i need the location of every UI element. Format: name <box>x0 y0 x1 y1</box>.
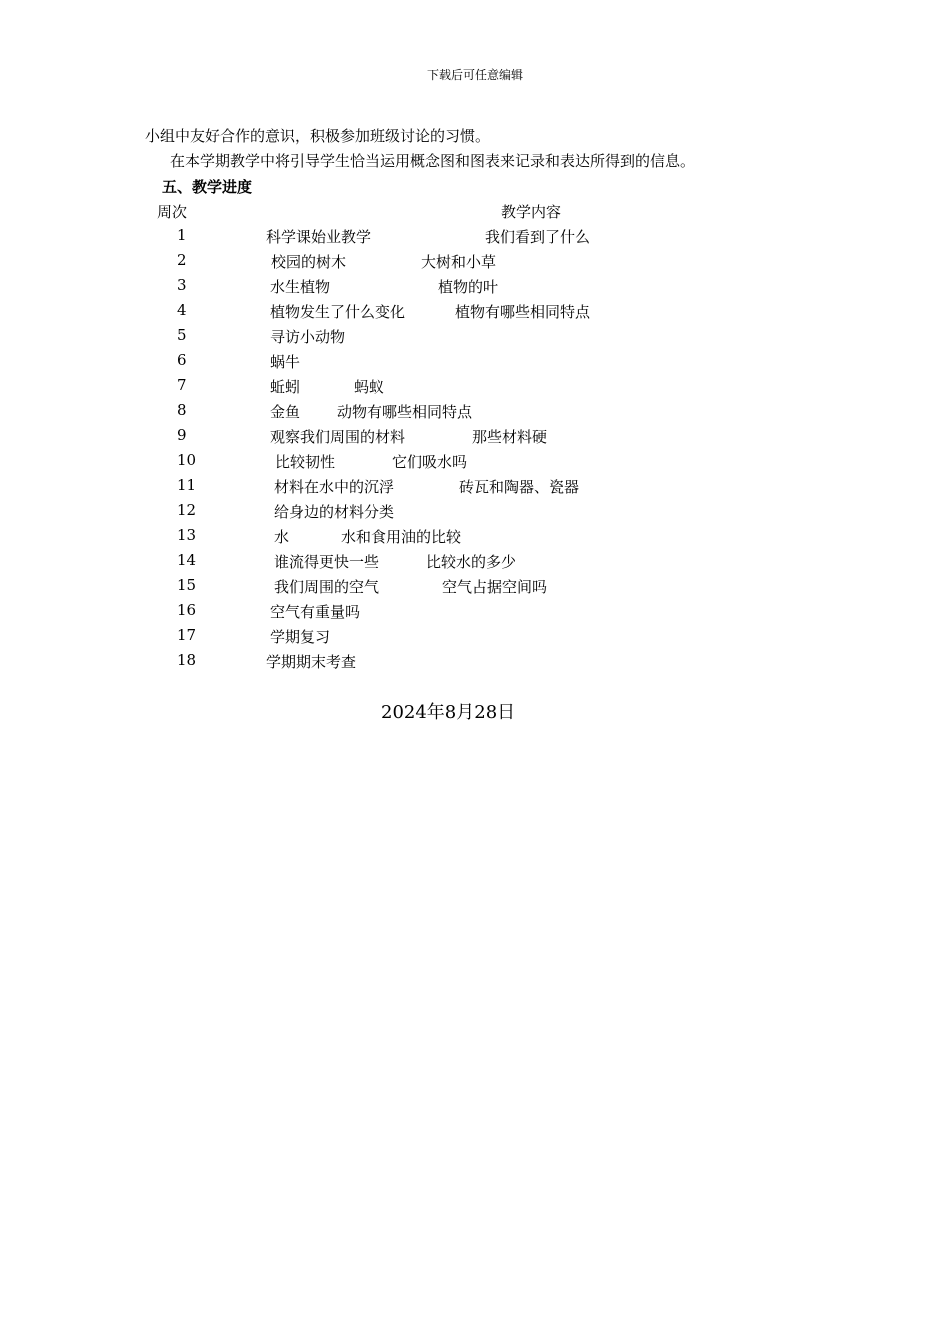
table-row <box>0 301 950 325</box>
week-number: 18 <box>177 651 197 669</box>
week-number: 6 <box>177 351 187 369</box>
week-number: 4 <box>177 301 187 319</box>
lesson-a: 水生植物 <box>270 278 331 296</box>
lesson-a: 材料在水中的沉浮 <box>274 478 395 496</box>
table-row <box>0 251 950 275</box>
lesson-a: 学期期末考查 <box>266 653 357 671</box>
lesson-b: 空气占据空间吗 <box>442 578 548 596</box>
lesson-a: 蚯蚓 <box>270 378 301 396</box>
table-row <box>0 426 950 450</box>
table-row <box>0 351 950 375</box>
table-row <box>0 601 950 625</box>
lesson-b: 大树和小草 <box>421 253 497 271</box>
table-row <box>0 276 950 300</box>
table-row <box>0 451 950 475</box>
lesson-a: 观察我们周围的材料 <box>270 428 406 446</box>
week-number: 17 <box>177 626 197 644</box>
table-row <box>0 651 950 675</box>
week-number: 15 <box>177 576 197 594</box>
week-number: 10 <box>177 451 197 469</box>
week-number: 11 <box>177 476 197 494</box>
week-number: 8 <box>177 401 187 419</box>
table-row <box>0 326 950 350</box>
lesson-b: 砖瓦和陶器、瓷器 <box>459 478 580 496</box>
lesson-a: 水 <box>274 528 290 546</box>
table-row <box>0 501 950 525</box>
lesson-a: 给身边的材料分类 <box>274 503 395 521</box>
lesson-b: 植物有哪些相同特点 <box>455 303 591 321</box>
lesson-a: 空气有重量吗 <box>270 603 361 621</box>
lesson-b: 它们吸水吗 <box>392 453 468 471</box>
lesson-b: 我们看到了什么 <box>485 228 591 246</box>
lesson-a: 学期复习 <box>270 628 331 646</box>
table-row <box>0 226 950 250</box>
lesson-a: 金鱼 <box>270 403 301 421</box>
table-row <box>0 476 950 500</box>
week-number: 16 <box>177 601 197 619</box>
lesson-a: 蜗牛 <box>270 353 301 371</box>
paragraph-2: 在本学期教学中将引导学生恰当运用概念图和图表来记录和表达所得到的信息。 <box>170 152 696 170</box>
week-number: 7 <box>177 376 187 394</box>
table-row <box>0 576 950 600</box>
section-title: 五、教学进度 <box>162 178 253 196</box>
lesson-b: 比较水的多少 <box>426 553 517 571</box>
lesson-a: 谁流得更快一些 <box>274 553 380 571</box>
lesson-b: 水和食用油的比较 <box>341 528 462 546</box>
table-header-content: 教学内容 <box>501 203 562 221</box>
table-row <box>0 626 950 650</box>
table-row <box>0 551 950 575</box>
week-number: 2 <box>177 251 187 269</box>
document-date: 2024年8月28日 <box>381 702 516 723</box>
week-number: 3 <box>177 276 187 294</box>
lesson-a: 比较韧性 <box>275 453 336 471</box>
table-header-week: 周次 <box>157 203 188 221</box>
paragraph-1: 小组中友好合作的意识，积极参加班级讨论的习惯。 <box>145 127 491 145</box>
lesson-b: 蚂蚁 <box>354 378 385 396</box>
week-number: 9 <box>177 426 187 444</box>
lesson-a: 我们周围的空气 <box>274 578 380 596</box>
week-number: 5 <box>177 326 187 344</box>
page-header-note: 下载后可任意编辑 <box>426 68 523 82</box>
lesson-a: 科学课始业教学 <box>266 228 372 246</box>
table-row <box>0 401 950 425</box>
week-number: 13 <box>177 526 197 544</box>
lesson-b: 那些材料硬 <box>472 428 548 446</box>
lesson-a: 植物发生了什么变化 <box>270 303 406 321</box>
table-row <box>0 526 950 550</box>
week-number: 12 <box>177 501 197 519</box>
week-number: 14 <box>177 551 197 569</box>
table-row <box>0 376 950 400</box>
lesson-b: 动物有哪些相同特点 <box>337 403 473 421</box>
week-number: 1 <box>177 226 187 244</box>
lesson-b: 植物的叶 <box>438 278 499 296</box>
lesson-a: 寻访小动物 <box>270 328 346 346</box>
lesson-a: 校园的树木 <box>271 253 347 271</box>
